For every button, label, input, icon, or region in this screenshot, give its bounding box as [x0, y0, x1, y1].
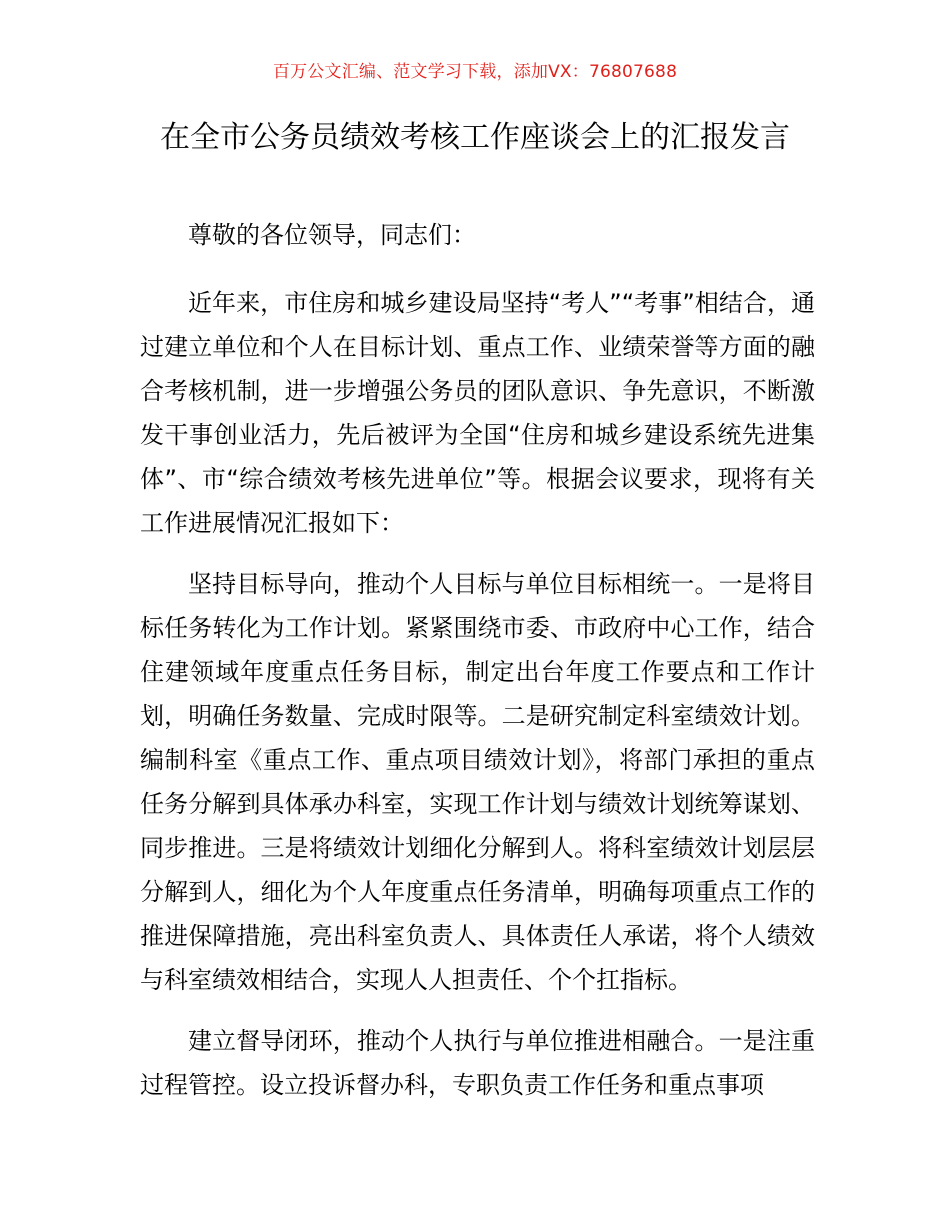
paragraph: 近年来，市住房和城乡建设局坚持“考人”“考事”相结合，通过建立单位和个人在目标计划、重点工作、业绩荣誉等方面的融合考核机制，进一步增强公务员的团队意识、争先意识，不断激发干事创业活力，先后被评为全国“住房和城乡建设系统先进集体”、市“综合绩效考核先进单位”等。根据会议要求，现将有关工作进展情况汇报如下：	[140, 289, 815, 537]
paragraph: 建立督导闭环，推动个人执行与单位推进相融合。一是注重过程管控。设立投诉督办科，专职负责工作任务和重点事项	[140, 1027, 815, 1099]
salutation: 尊敬的各位领导，同志们：	[188, 221, 476, 249]
document-body	[140, 213, 815, 1124]
header-watermark-note: 百万公文汇编、范文学习下载，添加VX：76807688	[272, 62, 678, 82]
paragraph: 坚持目标导向，推动个人目标与单位目标相统一。一是将目标任务转化为工作计划。紧紧围绕市委、市政府中心工作，结合住建领域年度重点任务目标，制定出台年度工作要点和工作计划，明确任务数量、完成时限等。二是研究制定科室绩效计划。编制科室《重点工作、重点项目绩效计划》，将部门承担的重点任务分解到具体承办科室，实现工作计划与绩效计划统筹谋划、同步推进。三是将绩效计划细化分解到人。将科室绩效计划层层分解到人，细化为个人年度重点任务清单，明确每项重点工作的推进保障措施，亮出科室负责人、具体责任人承诺，将个人绩效与科室绩效相结合，实现人人担责任、个个扛指标。	[140, 570, 815, 994]
document-title: 在全市公务员绩效考核工作座谈会上的汇报发言	[160, 120, 790, 155]
